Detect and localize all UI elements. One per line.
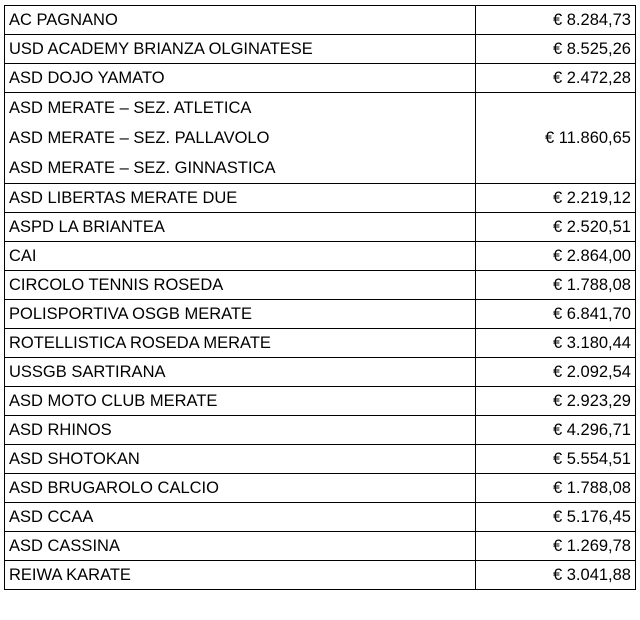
- table-row: [5, 6, 636, 35]
- table-row: [5, 271, 636, 300]
- amount-cell: € 3.180,44: [476, 329, 636, 358]
- table-row: [5, 358, 636, 387]
- association-name: CAI: [5, 242, 476, 271]
- association-name: AC PAGNANO: [5, 6, 476, 35]
- amount-cell: € 2.219,12: [476, 184, 636, 213]
- association-name: USD ACADEMY BRIANZA OLGINATESE: [5, 35, 476, 64]
- association-name: ASD CASSINA: [5, 532, 476, 561]
- amount-cell: € 1.788,08: [476, 271, 636, 300]
- amount-cell: € 5.176,45: [476, 503, 636, 532]
- amount-cell: € 8.284,73: [476, 6, 636, 35]
- amount-cell: € 4.296,71: [476, 416, 636, 445]
- association-name: ASD BRUGAROLO CALCIO: [5, 474, 476, 503]
- association-name: ASD MERATE – SEZ. PALLAVOLO: [9, 129, 270, 147]
- amount-cell: € 11.860,65: [476, 93, 636, 184]
- funding-table: [4, 5, 636, 590]
- table-row: [5, 445, 636, 474]
- table-row: [5, 213, 636, 242]
- table-row: [5, 329, 636, 358]
- association-name: ASD LIBERTAS MERATE DUE: [5, 184, 476, 213]
- table-row: [5, 300, 636, 329]
- association-name: ASPD LA BRIANTEA: [5, 213, 476, 242]
- table-row: [5, 184, 636, 213]
- table-row: [5, 35, 636, 64]
- amount-cell: € 3.041,88: [476, 561, 636, 590]
- amount-cell: € 2.864,00: [476, 242, 636, 271]
- amount-cell: € 2.472,28: [476, 64, 636, 93]
- amount-cell: € 5.554,51: [476, 445, 636, 474]
- amount-cell: € 1.269,78: [476, 532, 636, 561]
- association-name: ASD MERATE – SEZ. GINNASTICA: [9, 159, 276, 177]
- table-row: [5, 532, 636, 561]
- table-row: [5, 474, 636, 503]
- association-name: ASD MOTO CLUB MERATE: [5, 387, 476, 416]
- table-row: [5, 416, 636, 445]
- table-row: [5, 93, 636, 184]
- amount-cell: € 2.923,29: [476, 387, 636, 416]
- amount-cell: € 8.525,26: [476, 35, 636, 64]
- association-name: ASD RHINOS: [5, 416, 476, 445]
- funding-table-body: [5, 6, 636, 590]
- association-name: CIRCOLO TENNIS ROSEDA: [5, 271, 476, 300]
- association-name: REIWA KARATE: [5, 561, 476, 590]
- association-name-cell: [5, 93, 476, 184]
- association-name: ASD CCAA: [5, 503, 476, 532]
- amount-cell: € 6.841,70: [476, 300, 636, 329]
- association-name: ROTELLISTICA ROSEDA MERATE: [5, 329, 476, 358]
- table-row: [5, 561, 636, 590]
- association-name: ASD DOJO YAMATO: [5, 64, 476, 93]
- table-row: [5, 387, 636, 416]
- association-name: ASD MERATE – SEZ. ATLETICA: [9, 99, 252, 117]
- amount-cell: € 2.520,51: [476, 213, 636, 242]
- association-name: USSGB SARTIRANA: [5, 358, 476, 387]
- association-name: ASD SHOTOKAN: [5, 445, 476, 474]
- table-row: [5, 503, 636, 532]
- amount-cell: € 2.092,54: [476, 358, 636, 387]
- amount-cell: € 1.788,08: [476, 474, 636, 503]
- association-name: POLISPORTIVA OSGB MERATE: [5, 300, 476, 329]
- table-row: [5, 242, 636, 271]
- table-row: [5, 64, 636, 93]
